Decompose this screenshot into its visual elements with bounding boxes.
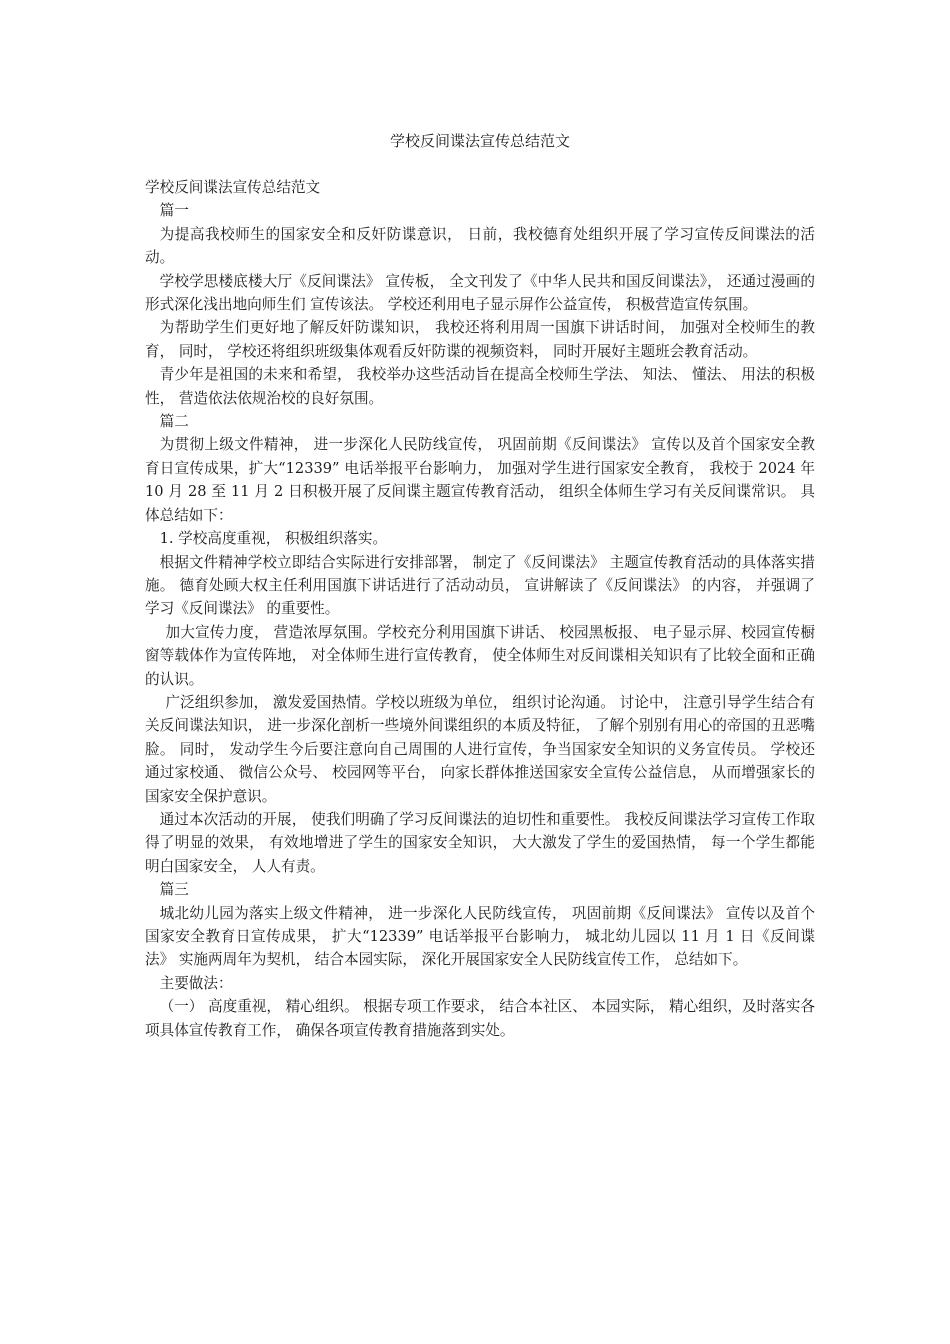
document-body — [145, 176, 815, 1042]
paragraph: 为贯彻上级文件精神， 进一步深化人民防线宣传， 巩固前期《反间谍法》 宣传以及首个国家安全教育日宣传成果，扩大“12339” 电话举报平台影响力， 加强对学生进行国家安全教育， 我校于 2024 年 10 月 28 至 11 月 2 日积极开展了反间谍主题宣传教育活动， 组织全体师生学习有关反间谍常识。 具体总结如下： — [145, 436, 815, 524]
paragraph: 学校学思楼底楼大厅《反间谍法》 宣传板， 全文刊发了《中华人民共和国反间谍法》， 还通过漫画的形式深化浅出地向师生们 宣传该法。 学校还利用电子显示屏作公益宣传， 积极营造宣传氛围。 — [145, 272, 815, 314]
paragraph: （一） 高度重视， 精心组织。 根据专项工作要求， 结合本社区、 本园实际， 精心组织，及时落实各项具体宣传教育工作， 确保各项宣传教育措施落到实处。 — [145, 998, 815, 1039]
chapter-label-1: 篇一 — [159, 202, 189, 220]
paragraph: 根据文件精神学校立即结合实际进行安排部署， 制定了《反间谍法》 主题宣传教育活动的具体落实措施。 德育处顾大权主任利用国旗下讲话进行了活动动员， 宣讲解读了《反间谍法》 的内容， 并强调了学习《反间谍法》 的重要性。 — [145, 553, 815, 618]
section-heading: 学校反间谍法宣传总结范文 — [145, 179, 321, 196]
chapter-label-2: 篇二 — [159, 413, 189, 431]
paragraph: 加大宣传力度， 营造浓厚氛围。学校充分利用国旗下讲话、 校园黑板报、 电子显示屏、校园宣传橱窗等载体作为宣传阵地， 对全体师生进行宣传教育， 使全体师生对反间谍相关知识有了比较全面和正确的认识。 — [145, 623, 815, 688]
paragraph: 广泛组织参加， 激发爱国热情。学校以班级为单位， 组织讨论沟通。 讨论中， 注意引导学生结合有关反间谍法知识， 进一步深化剖析一些境外间谍组织的本质及特征， 了解个别别有用心的帝国的丑恶嘴脸。 同时， 发动学生今后要注意向自己周围的人进行宣传，争当国家安全知识的义务宣传员。 学校还通过家校通、 微信公众号、 校园网等平台， 向家长群体推送国家安全宣传公益信息， 从而增强家长的国家安全保护意识。 — [145, 693, 815, 805]
list-item: 1. 学校高度重视， 积极组织落实。 — [159, 530, 388, 548]
paragraph: 青少年是祖国的未来和希望， 我校举办这些活动旨在提高全校师生学法、 知法、 懂法、 用法的积极性， 营造依法依规治校的良好氛围。 — [145, 366, 815, 407]
paragraph: 城北幼儿园为落实上级文件精神， 进一步深化人民防线宣传， 巩固前期《反间谍法》 宣传以及首个国家安全教育日宣传成果， 扩大“12339” 电话举报平台影响力， 城北幼儿园以 11 月 1 日《反间谍法》 实施两周年为契机， 结合本园实际， 深化开展国家安全人民防线宣传工作， 总结如下。 — [145, 904, 815, 969]
document-title: 学校反间谍法宣传总结范文 — [389, 132, 570, 150]
paragraph: 为提高我校师生的国家安全和反奸防谍意识， 日前，我校德育处组织开展了学习宣传反间谍法的活动。 — [145, 225, 815, 267]
subheading: 主要做法： — [159, 974, 233, 992]
paragraph: 为帮助学生们更好地了解反奸防谍知识， 我校还将利用周一国旗下讲话时间， 加强对全校师生的教育， 同时， 学校还将组织班级集体观看反奸防谍的视频资料， 同时开展好主题班会教育活动。 — [145, 319, 815, 360]
chapter-label-3: 篇三 — [159, 881, 189, 899]
paragraph: 通过本次活动的开展， 使我们明确了学习反间谍法的迫切性和重要性。 我校反间谍法学习宣传工作取得了明显的效果， 有效地增进了学生的国家安全知识， 大大激发了学生的爱国热情， 每一个学生都能明白国家安全， 人人有责。 — [145, 810, 815, 875]
